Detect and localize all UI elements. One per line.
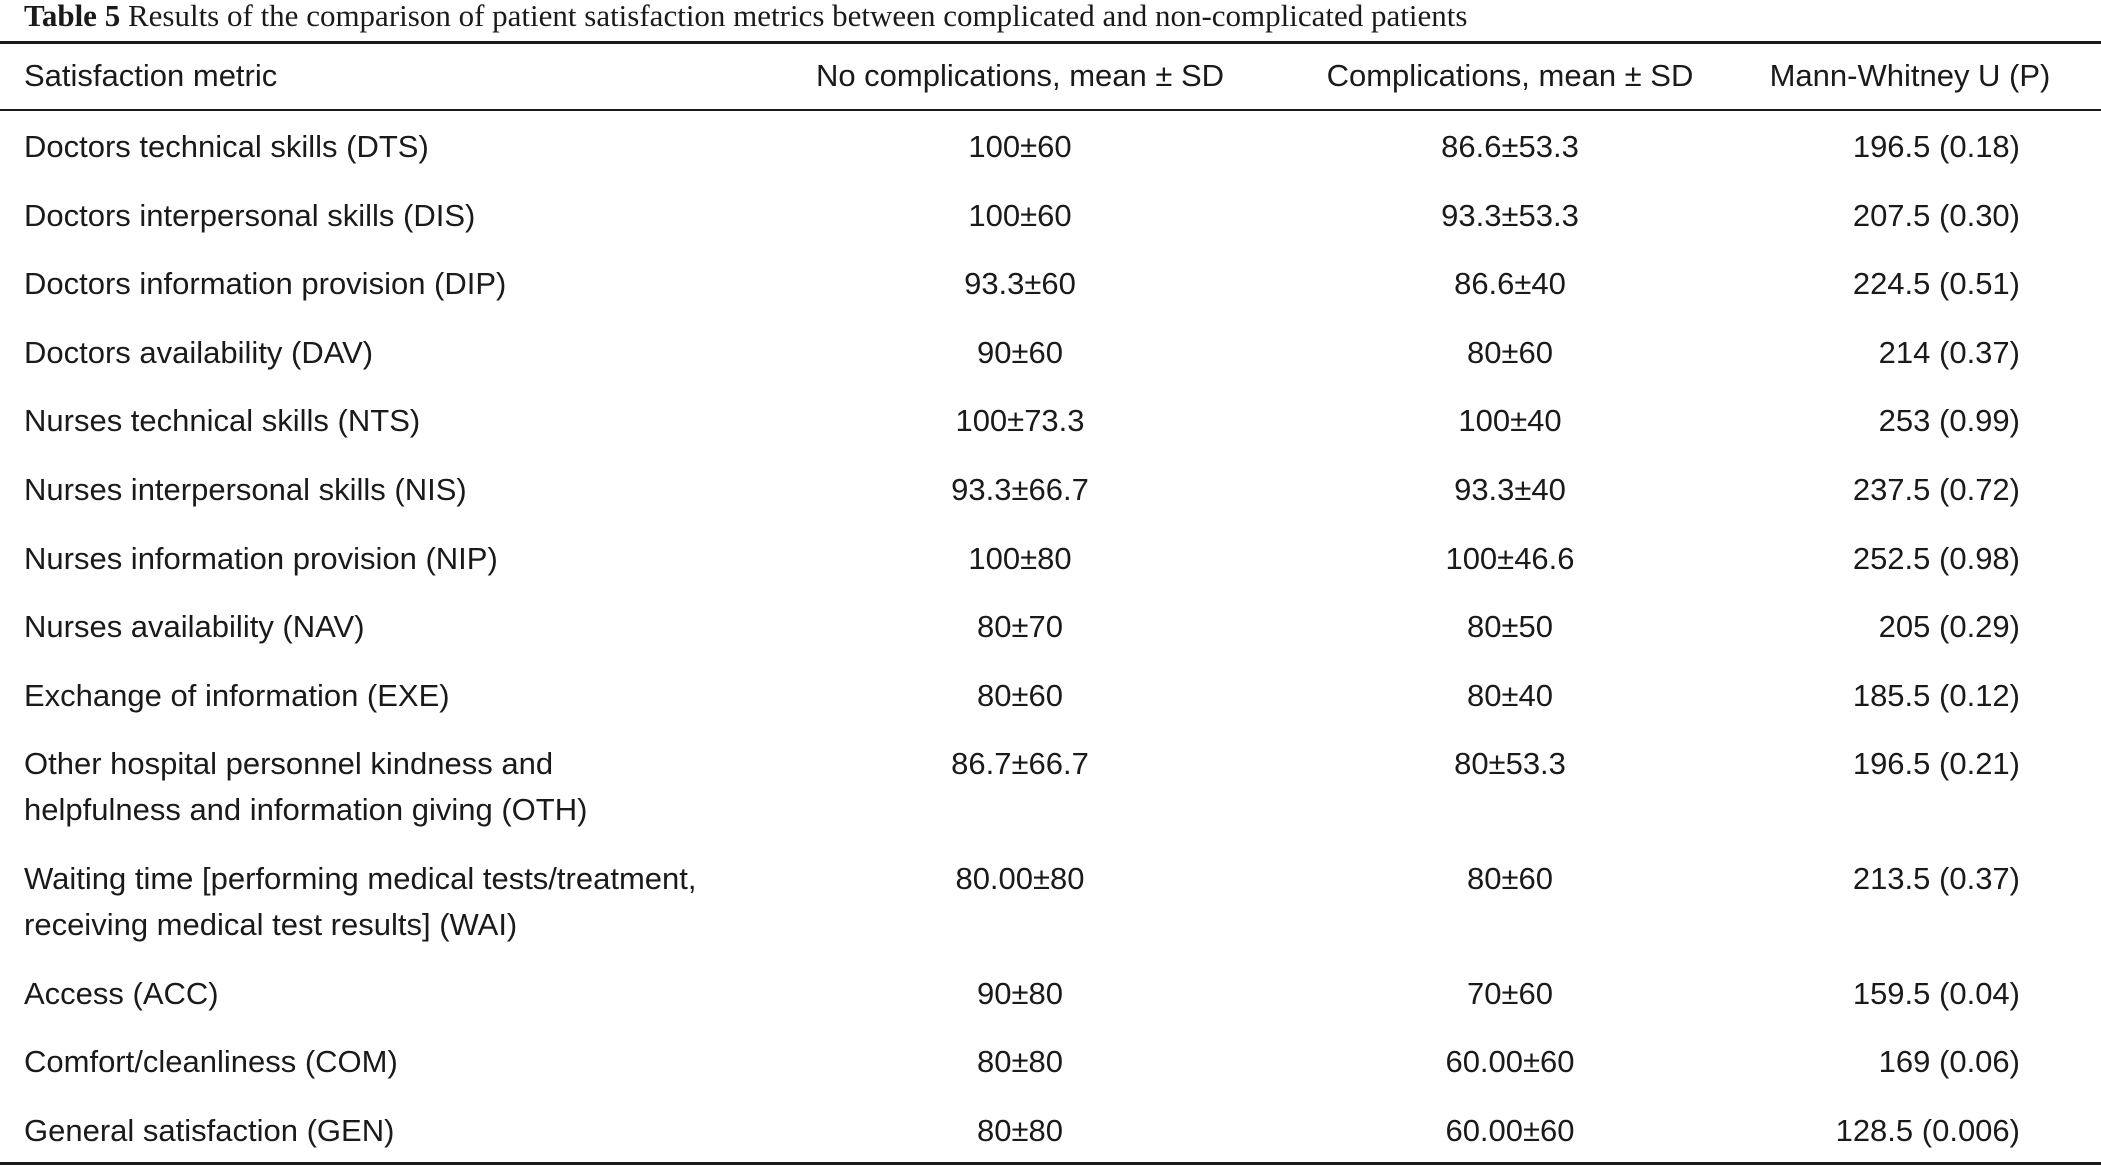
cell-mann-whitney: 128.5 (0.006) — [1835, 1112, 2020, 1148]
metric-text-line: Doctors technical skills (DTS) — [24, 129, 429, 164]
cell-satisfaction-metric — [24, 673, 450, 719]
metric-text-line: General satisfaction (GEN) — [24, 1112, 395, 1148]
cell-satisfaction-metric — [24, 124, 429, 170]
cell-satisfaction-metric — [24, 741, 587, 833]
cell-complications: 93.3±53.3 — [1441, 197, 1579, 233]
cell-mann-whitney: 185.5 (0.12) — [1852, 677, 2020, 713]
cell-no-complications: 86.7±66.7 — [951, 746, 1089, 782]
metric-text-line: Nurses interpersonal skills (NIS) — [24, 472, 467, 507]
cell-mann-whitney: 253 (0.99) — [1878, 403, 2020, 439]
table-caption-text: Results of the comparison of patient satisfaction metrics between complicated and non-complicated patients — [127, 0, 1468, 33]
table-header-rule — [0, 109, 2101, 111]
cell-complications: 80±50 — [1467, 609, 1553, 645]
cell-complications: 93.3±40 — [1454, 472, 1566, 507]
cell-mann-whitney: 214 (0.37) — [1878, 334, 2020, 370]
table-row — [0, 856, 2101, 971]
cell-no-complications: 80±70 — [977, 609, 1063, 645]
cell-no-complications: 100±60 — [968, 129, 1072, 164]
cell-complications: 60.00±60 — [1445, 1112, 1575, 1148]
cell-no-complications: 93.3±66.7 — [951, 472, 1089, 507]
cell-no-complications: 90±80 — [977, 975, 1063, 1011]
cell-mann-whitney: 237.5 (0.72) — [1852, 472, 2020, 507]
table-row — [0, 193, 2101, 262]
cell-complications: 80±40 — [1467, 677, 1553, 713]
metric-text-line: Doctors availability (DAV) — [24, 334, 374, 370]
table-caption — [24, 0, 1467, 36]
header-satisfaction-metric: Satisfaction metric — [24, 58, 278, 93]
cell-no-complications: 100±60 — [968, 197, 1072, 233]
cell-mann-whitney: 196.5 (0.21) — [1852, 746, 2020, 782]
cell-satisfaction-metric — [24, 971, 219, 1017]
table-row — [0, 1108, 2101, 1176]
cell-mann-whitney: 213.5 (0.37) — [1852, 861, 2020, 896]
cell-complications: 80±60 — [1467, 334, 1553, 370]
table-row — [0, 1039, 2101, 1108]
metric-text-line: Nurses technical skills (NTS) — [24, 403, 421, 439]
cell-mann-whitney: 196.5 (0.18) — [1852, 129, 2020, 164]
metric-text-line: Nurses information provision (NIP) — [24, 540, 498, 576]
cell-no-complications: 80±80 — [977, 1112, 1063, 1148]
cell-satisfaction-metric — [24, 193, 475, 239]
cell-no-complications: 100±73.3 — [955, 403, 1085, 439]
header-no-complications: No complications, mean ± SD — [815, 58, 1225, 93]
cell-no-complications: 80.00±80 — [955, 861, 1085, 896]
cell-complications: 80±60 — [1467, 861, 1553, 896]
header-mann-whitney: Mann-Whitney U (P) — [1769, 58, 2051, 93]
table-row — [0, 467, 2101, 536]
header-complications: Complications, mean ± SD — [1326, 58, 1694, 93]
table-row — [0, 673, 2101, 742]
cell-no-complications: 90±60 — [977, 334, 1063, 370]
metric-text-line: Comfort/cleanliness (COM) — [24, 1044, 398, 1080]
cell-complications: 100±46.6 — [1445, 540, 1575, 576]
cell-complications: 86.6±40 — [1454, 266, 1566, 302]
cell-satisfaction-metric — [24, 261, 506, 307]
cell-complications: 100±40 — [1458, 403, 1562, 439]
cell-no-complications: 100±80 — [968, 540, 1072, 576]
metric-text-line: Exchange of information (EXE) — [24, 677, 450, 713]
cell-mann-whitney: 205 (0.29) — [1878, 609, 2020, 645]
table-header-row — [0, 44, 2101, 109]
cell-mann-whitney: 252.5 (0.98) — [1852, 540, 2020, 576]
cell-satisfaction-metric — [24, 330, 373, 376]
metric-text-line: Doctors information provision (DIP) — [24, 266, 507, 302]
cell-complications: 60.00±60 — [1445, 1044, 1575, 1080]
table-caption-label: Table 5 — [24, 0, 121, 33]
cell-complications: 86.6±53.3 — [1441, 129, 1579, 164]
table-row — [0, 330, 2101, 399]
table-row — [0, 604, 2101, 673]
metric-text-line: helpfulness and information giving (OTH) — [24, 792, 588, 828]
table-row — [0, 398, 2101, 467]
table-row — [0, 971, 2101, 1040]
cell-satisfaction-metric — [24, 856, 696, 948]
table-row — [0, 741, 2101, 856]
cell-mann-whitney: 207.5 (0.30) — [1852, 197, 2020, 233]
cell-satisfaction-metric — [24, 604, 365, 650]
metric-text-line: receiving medical test results] (WAI) — [24, 907, 518, 942]
cell-mann-whitney: 224.5 (0.51) — [1852, 266, 2020, 302]
metric-text-line: Waiting time [performing medical tests/treatment, — [24, 861, 697, 896]
cell-satisfaction-metric — [24, 1039, 398, 1085]
table-row — [0, 124, 2101, 193]
cell-satisfaction-metric — [24, 536, 498, 582]
metric-text-line: Access (ACC) — [24, 975, 219, 1011]
table-row — [0, 536, 2101, 605]
cell-complications: 70±60 — [1467, 975, 1553, 1011]
table-row — [0, 261, 2101, 330]
cell-mann-whitney: 169 (0.06) — [1878, 1044, 2020, 1080]
metric-text-line: Doctors interpersonal skills (DIS) — [24, 197, 476, 233]
cell-satisfaction-metric — [24, 1108, 394, 1154]
cell-no-complications: 80±80 — [977, 1044, 1063, 1080]
cell-no-complications: 93.3±60 — [964, 266, 1076, 302]
cell-complications: 80±53.3 — [1454, 746, 1566, 782]
cell-satisfaction-metric — [24, 398, 420, 444]
cell-no-complications: 80±60 — [977, 677, 1063, 713]
metric-text-line: Other hospital personnel kindness and — [24, 746, 554, 782]
cell-satisfaction-metric — [24, 467, 467, 513]
metric-text-line: Nurses availability (NAV) — [24, 609, 365, 645]
cell-mann-whitney: 159.5 (0.04) — [1852, 975, 2020, 1011]
